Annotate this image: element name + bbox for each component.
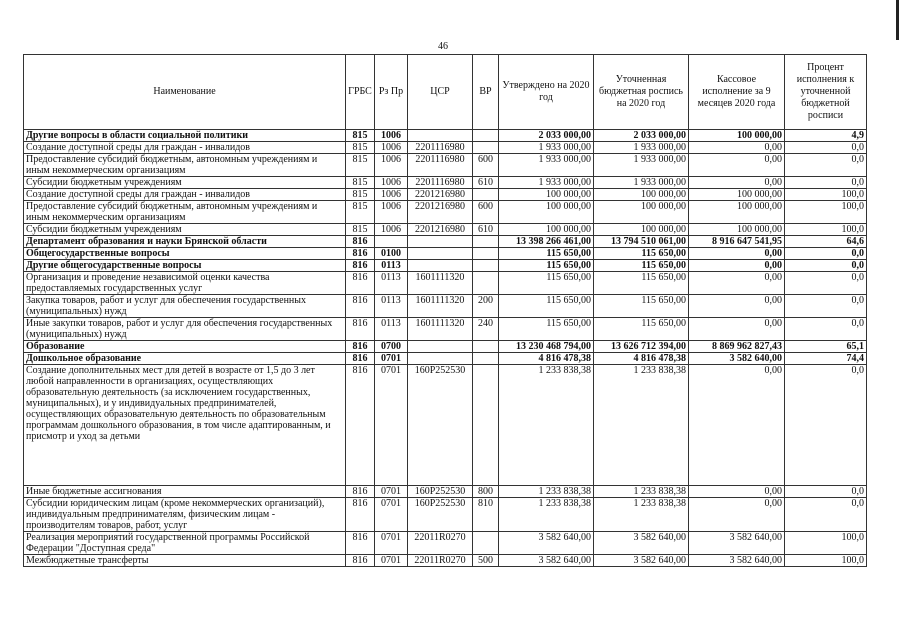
col-header-name: Наименование xyxy=(24,55,346,130)
cell-vr: 810 xyxy=(473,498,499,532)
page-number: 46 xyxy=(438,41,448,52)
cell-rzpr: 0701 xyxy=(375,555,408,567)
cell-percent: 0,0 xyxy=(785,486,867,498)
cell-name: Иные бюджетные ассигнования xyxy=(24,486,346,498)
cell-percent: 0,0 xyxy=(785,142,867,154)
cell-vr: 600 xyxy=(473,154,499,177)
cell-cash: 100 000,00 xyxy=(689,224,785,236)
cell-refined: 1 233 838,38 xyxy=(594,498,689,532)
cell-percent: 100,0 xyxy=(785,555,867,567)
table-row xyxy=(24,486,867,498)
cell-grbs: 815 xyxy=(346,142,375,154)
cell-csr: 2201116980 xyxy=(408,154,473,177)
cell-refined: 1 233 838,38 xyxy=(594,365,689,486)
cell-rzpr: 0113 xyxy=(375,318,408,341)
cell-name: Другие общегосударственные вопросы xyxy=(24,260,346,272)
table-row xyxy=(24,353,867,365)
col-header-grbs: ГРБС xyxy=(346,55,375,130)
cell-name: Субсидии бюджетным учреждениям xyxy=(24,177,346,189)
cell-vr: 200 xyxy=(473,295,499,318)
cell-csr: 22011R0270 xyxy=(408,555,473,567)
cell-refined: 100 000,00 xyxy=(594,201,689,224)
cell-name: Общегосударственные вопросы xyxy=(24,248,346,260)
cell-approved: 100 000,00 xyxy=(499,224,594,236)
col-header-csr: ЦСР xyxy=(408,55,473,130)
cell-approved: 100 000,00 xyxy=(499,189,594,201)
cell-approved: 1 933 000,00 xyxy=(499,177,594,189)
cell-name: Предоставление субсидий бюджетным, автономным учреждениям и иным некоммерческим организациям xyxy=(24,154,346,177)
table-row xyxy=(24,189,867,201)
cell-csr: 2201216980 xyxy=(408,224,473,236)
cell-csr: 2201216980 xyxy=(408,201,473,224)
cell-refined: 13 794 510 061,00 xyxy=(594,236,689,248)
table-row xyxy=(24,224,867,236)
cell-grbs: 815 xyxy=(346,189,375,201)
table-row xyxy=(24,236,867,248)
cell-rzpr xyxy=(375,236,408,248)
cell-approved: 2 033 000,00 xyxy=(499,130,594,142)
cell-name: Образование xyxy=(24,341,346,353)
cell-percent: 0,0 xyxy=(785,272,867,295)
cell-csr xyxy=(408,130,473,142)
table-row xyxy=(24,248,867,260)
cell-refined: 115 650,00 xyxy=(594,295,689,318)
cell-csr: 2201216980 xyxy=(408,189,473,201)
cell-grbs: 816 xyxy=(346,318,375,341)
cell-name: Субсидии юридическим лицам (кроме некоммерческих организаций), индивидуальным предпринимателям, физическим лицам - производителям товаров, работ, услуг xyxy=(24,498,346,532)
col-header-percent: Процент исполнения к уточненной бюджетной росписи xyxy=(785,55,867,130)
cell-grbs: 815 xyxy=(346,224,375,236)
cell-grbs: 815 xyxy=(346,154,375,177)
cell-name: Организация и проведение независимой оценки качества предоставляемых государственных услуг xyxy=(24,272,346,295)
cell-name: Создание доступной среды для граждан - инвалидов xyxy=(24,189,346,201)
cell-vr xyxy=(473,189,499,201)
cell-cash: 0,00 xyxy=(689,142,785,154)
cell-name: Субсидии бюджетным учреждениям xyxy=(24,224,346,236)
table-row xyxy=(24,260,867,272)
cell-vr: 610 xyxy=(473,224,499,236)
table-row xyxy=(24,341,867,353)
cell-refined: 115 650,00 xyxy=(594,318,689,341)
cell-name: Дошкольное образование xyxy=(24,353,346,365)
table-row xyxy=(24,201,867,224)
cell-grbs: 816 xyxy=(346,486,375,498)
cell-approved: 1 933 000,00 xyxy=(499,142,594,154)
table-row xyxy=(24,295,867,318)
cell-vr xyxy=(473,365,499,486)
cell-approved: 3 582 640,00 xyxy=(499,532,594,555)
cell-percent: 0,0 xyxy=(785,248,867,260)
cell-vr: 800 xyxy=(473,486,499,498)
cell-rzpr: 1006 xyxy=(375,189,408,201)
col-header-rzpr: Рз Пр xyxy=(375,55,408,130)
cell-rzpr: 0701 xyxy=(375,498,408,532)
table-row xyxy=(24,498,867,532)
cell-cash: 0,00 xyxy=(689,260,785,272)
cell-csr xyxy=(408,260,473,272)
cell-grbs: 816 xyxy=(346,295,375,318)
cell-rzpr: 0701 xyxy=(375,486,408,498)
cell-grbs: 816 xyxy=(346,236,375,248)
cell-csr xyxy=(408,248,473,260)
cell-grbs: 815 xyxy=(346,201,375,224)
cell-approved: 115 650,00 xyxy=(499,248,594,260)
cell-percent: 0,0 xyxy=(785,295,867,318)
cell-grbs: 816 xyxy=(346,248,375,260)
cell-percent: 0,0 xyxy=(785,177,867,189)
cell-name: Другие вопросы в области социальной политики xyxy=(24,130,346,142)
cell-approved: 13 230 468 794,00 xyxy=(499,341,594,353)
cell-refined: 1 933 000,00 xyxy=(594,177,689,189)
cell-csr: 22011R0270 xyxy=(408,532,473,555)
cell-percent: 65,1 xyxy=(785,341,867,353)
scan-edge-mark xyxy=(896,0,899,40)
cell-vr xyxy=(473,142,499,154)
cell-vr xyxy=(473,532,499,555)
cell-name: Иные закупки товаров, работ и услуг для обеспечения государственных (муниципальных) нужд xyxy=(24,318,346,341)
cell-cash: 0,00 xyxy=(689,154,785,177)
cell-approved: 13 398 266 461,00 xyxy=(499,236,594,248)
cell-vr: 610 xyxy=(473,177,499,189)
cell-vr: 600 xyxy=(473,201,499,224)
cell-refined: 13 626 712 394,00 xyxy=(594,341,689,353)
cell-name: Закупка товаров, работ и услуг для обеспечения государственных (муниципальных) нужд xyxy=(24,295,346,318)
table-body xyxy=(24,130,867,567)
cell-grbs: 816 xyxy=(346,365,375,486)
cell-rzpr: 0701 xyxy=(375,365,408,486)
cell-rzpr: 0701 xyxy=(375,353,408,365)
cell-csr: 2201116980 xyxy=(408,142,473,154)
cell-rzpr: 0701 xyxy=(375,532,408,555)
col-header-refined: Уточненная бюджетная роспись на 2020 год xyxy=(594,55,689,130)
cell-refined: 1 933 000,00 xyxy=(594,142,689,154)
cell-rzpr: 0113 xyxy=(375,295,408,318)
cell-csr: 1601111320 xyxy=(408,272,473,295)
cell-refined: 2 033 000,00 xyxy=(594,130,689,142)
cell-name: Реализация мероприятий государственной программы Российской Федерации "Доступная среда" xyxy=(24,532,346,555)
cell-cash: 0,00 xyxy=(689,272,785,295)
cell-percent: 100,0 xyxy=(785,189,867,201)
cell-percent: 4,9 xyxy=(785,130,867,142)
cell-cash: 3 582 640,00 xyxy=(689,353,785,365)
cell-grbs: 816 xyxy=(346,272,375,295)
cell-grbs: 816 xyxy=(346,555,375,567)
cell-rzpr: 1006 xyxy=(375,142,408,154)
table-row xyxy=(24,142,867,154)
cell-grbs: 816 xyxy=(346,341,375,353)
cell-vr xyxy=(473,248,499,260)
table-row xyxy=(24,130,867,142)
col-header-cash: Кассовое исполнение за 9 месяцев 2020 года xyxy=(689,55,785,130)
cell-approved: 115 650,00 xyxy=(499,260,594,272)
budget-table xyxy=(23,54,867,567)
cell-approved: 115 650,00 xyxy=(499,295,594,318)
cell-percent: 0,0 xyxy=(785,498,867,532)
cell-cash: 0,00 xyxy=(689,498,785,532)
cell-percent: 0,0 xyxy=(785,365,867,486)
cell-grbs: 816 xyxy=(346,498,375,532)
col-header-approved: Утверждено на 2020 год xyxy=(499,55,594,130)
cell-name: Предоставление субсидий бюджетным, автономным учреждениям и иным некоммерческим организациям xyxy=(24,201,346,224)
cell-refined: 3 582 640,00 xyxy=(594,555,689,567)
cell-csr: 160P252530 xyxy=(408,498,473,532)
cell-vr xyxy=(473,130,499,142)
cell-vr xyxy=(473,272,499,295)
cell-csr xyxy=(408,353,473,365)
cell-cash: 3 582 640,00 xyxy=(689,555,785,567)
cell-refined: 3 582 640,00 xyxy=(594,532,689,555)
col-header-vr: ВР xyxy=(473,55,499,130)
cell-cash: 100 000,00 xyxy=(689,130,785,142)
cell-cash: 100 000,00 xyxy=(689,201,785,224)
cell-grbs: 816 xyxy=(346,260,375,272)
cell-csr: 1601111320 xyxy=(408,295,473,318)
header-row xyxy=(24,55,867,130)
cell-cash: 8 916 647 541,95 xyxy=(689,236,785,248)
cell-percent: 100,0 xyxy=(785,532,867,555)
cell-percent: 0,0 xyxy=(785,318,867,341)
table-row xyxy=(24,365,867,486)
cell-vr xyxy=(473,341,499,353)
cell-cash: 0,00 xyxy=(689,318,785,341)
cell-rzpr: 0113 xyxy=(375,260,408,272)
table-row xyxy=(24,154,867,177)
cell-percent: 64,6 xyxy=(785,236,867,248)
cell-approved: 3 582 640,00 xyxy=(499,555,594,567)
cell-cash: 100 000,00 xyxy=(689,189,785,201)
cell-rzpr: 1006 xyxy=(375,201,408,224)
cell-cash: 3 582 640,00 xyxy=(689,532,785,555)
cell-cash: 0,00 xyxy=(689,486,785,498)
cell-grbs: 815 xyxy=(346,130,375,142)
cell-vr xyxy=(473,353,499,365)
cell-rzpr: 1006 xyxy=(375,130,408,142)
cell-grbs: 816 xyxy=(346,532,375,555)
cell-refined: 1 933 000,00 xyxy=(594,154,689,177)
cell-refined: 4 816 478,38 xyxy=(594,353,689,365)
cell-refined: 115 650,00 xyxy=(594,272,689,295)
cell-csr: 160P252530 xyxy=(408,365,473,486)
cell-cash: 0,00 xyxy=(689,248,785,260)
cell-refined: 115 650,00 xyxy=(594,260,689,272)
table-row xyxy=(24,555,867,567)
cell-cash: 0,00 xyxy=(689,177,785,189)
table-row xyxy=(24,272,867,295)
cell-refined: 115 650,00 xyxy=(594,248,689,260)
cell-rzpr: 0700 xyxy=(375,341,408,353)
cell-percent: 100,0 xyxy=(785,224,867,236)
cell-cash: 8 869 962 827,43 xyxy=(689,341,785,353)
cell-refined: 100 000,00 xyxy=(594,224,689,236)
cell-vr: 240 xyxy=(473,318,499,341)
table-row xyxy=(24,532,867,555)
cell-name: Межбюджетные трансферты xyxy=(24,555,346,567)
cell-cash: 0,00 xyxy=(689,295,785,318)
cell-csr: 160P252530 xyxy=(408,486,473,498)
cell-refined: 100 000,00 xyxy=(594,189,689,201)
cell-percent: 100,0 xyxy=(785,201,867,224)
cell-vr xyxy=(473,260,499,272)
cell-grbs: 816 xyxy=(346,353,375,365)
cell-approved: 115 650,00 xyxy=(499,272,594,295)
cell-approved: 115 650,00 xyxy=(499,318,594,341)
cell-rzpr: 0100 xyxy=(375,248,408,260)
cell-cash: 0,00 xyxy=(689,365,785,486)
cell-rzpr: 1006 xyxy=(375,154,408,177)
cell-name: Создание доступной среды для граждан - инвалидов xyxy=(24,142,346,154)
cell-refined: 1 233 838,38 xyxy=(594,486,689,498)
cell-approved: 1 233 838,38 xyxy=(499,365,594,486)
cell-name: Департамент образования и науки Брянской области xyxy=(24,236,346,248)
cell-approved: 1 933 000,00 xyxy=(499,154,594,177)
cell-approved: 1 233 838,38 xyxy=(499,486,594,498)
cell-percent: 0,0 xyxy=(785,154,867,177)
cell-csr: 1601111320 xyxy=(408,318,473,341)
cell-approved: 4 816 478,38 xyxy=(499,353,594,365)
cell-rzpr: 1006 xyxy=(375,177,408,189)
table-row xyxy=(24,318,867,341)
cell-csr xyxy=(408,236,473,248)
cell-percent: 74,4 xyxy=(785,353,867,365)
cell-csr xyxy=(408,341,473,353)
cell-vr xyxy=(473,236,499,248)
table-row xyxy=(24,177,867,189)
cell-percent: 0,0 xyxy=(785,260,867,272)
cell-rzpr: 0113 xyxy=(375,272,408,295)
cell-approved: 100 000,00 xyxy=(499,201,594,224)
cell-csr: 2201116980 xyxy=(408,177,473,189)
cell-vr: 500 xyxy=(473,555,499,567)
cell-grbs: 815 xyxy=(346,177,375,189)
cell-approved: 1 233 838,38 xyxy=(499,498,594,532)
cell-name: Создание дополнительных мест для детей в возрасте от 1,5 до 3 лет любой направленности в организациях, осуществляющих образовательную деятельность (за исключением государственных, муниципальных), и у индивидуальных предпринимателей, осуществляющих образовательную деятельность по образовательным программам дошкольного образования, в том числе адаптированным, и присмотр и уход за детьми xyxy=(24,365,346,486)
cell-rzpr: 1006 xyxy=(375,224,408,236)
